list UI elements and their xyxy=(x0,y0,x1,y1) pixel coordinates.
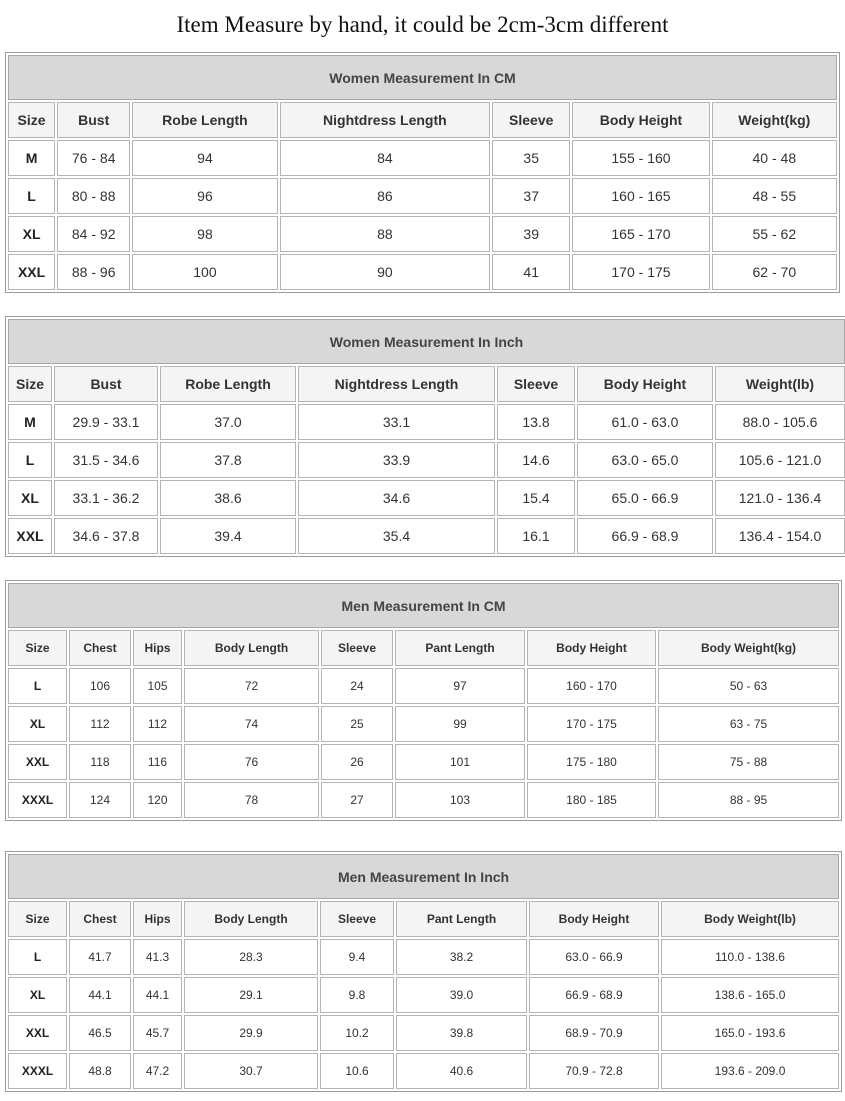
table-cell: 46.5 xyxy=(69,1015,131,1051)
table-caption: Men Measurement In CM xyxy=(8,583,839,628)
table-row xyxy=(8,254,837,290)
column-header: Hips xyxy=(133,630,182,666)
table-cell: 41 xyxy=(492,254,570,290)
table-cell: 40 - 48 xyxy=(712,140,837,176)
table-cell: 28.3 xyxy=(184,939,318,975)
table-cell: 39.8 xyxy=(396,1015,527,1051)
size-cell: L xyxy=(8,939,67,975)
column-header: Body Height xyxy=(527,630,656,666)
table-cell: 63 - 75 xyxy=(658,706,839,742)
table-cell: 50 - 63 xyxy=(658,668,839,704)
size-cell: XL xyxy=(8,706,67,742)
table-cell: 38.2 xyxy=(396,939,527,975)
table-cell: 44.1 xyxy=(133,977,182,1013)
size-cell: XL xyxy=(8,977,67,1013)
column-header: Pant Length xyxy=(396,901,527,937)
table-cell: 76 xyxy=(184,744,319,780)
table-cell: 116 xyxy=(133,744,182,780)
table-cell: 170 - 175 xyxy=(572,254,709,290)
table-cell: 88 xyxy=(280,216,491,252)
table-cell: 155 - 160 xyxy=(572,140,709,176)
table-cell: 90 xyxy=(280,254,491,290)
table-cell: 97 xyxy=(395,668,525,704)
table-row xyxy=(8,178,837,214)
table-cell: 165.0 - 193.6 xyxy=(661,1015,839,1051)
table-cell: 94 xyxy=(132,140,277,176)
women-cm-table xyxy=(5,52,840,293)
table-cell: 37.8 xyxy=(160,442,296,478)
table-cell: 33.1 - 36.2 xyxy=(54,480,158,516)
column-header: Body Height xyxy=(529,901,659,937)
table-cell: 41.7 xyxy=(69,939,131,975)
size-cell: XL xyxy=(8,480,52,516)
table-row xyxy=(8,140,837,176)
column-header: Robe Length xyxy=(160,366,296,402)
table-cell: 175 - 180 xyxy=(527,744,656,780)
table-cell: 15.4 xyxy=(497,480,575,516)
table-caption: Men Measurement In Inch xyxy=(8,854,839,899)
table-cell: 25 xyxy=(321,706,393,742)
table-row xyxy=(8,977,839,1013)
column-header: Sleeve xyxy=(321,630,393,666)
table-cell: 118 xyxy=(69,744,131,780)
column-header: Nightdress Length xyxy=(280,102,491,138)
table-cell: 40.6 xyxy=(396,1053,527,1089)
table-cell: 100 xyxy=(132,254,277,290)
size-cell: XXXL xyxy=(8,782,67,818)
table-cell: 9.4 xyxy=(320,939,394,975)
column-header: Nightdress Length xyxy=(298,366,495,402)
table-cell: 124 xyxy=(69,782,131,818)
table-cell: 74 xyxy=(184,706,319,742)
column-header: Body Height xyxy=(572,102,709,138)
column-header: Weight(lb) xyxy=(715,366,845,402)
column-header: Bust xyxy=(57,102,130,138)
table-cell: 14.6 xyxy=(497,442,575,478)
table-cell: 136.4 - 154.0 xyxy=(715,518,845,554)
table-cell: 112 xyxy=(69,706,131,742)
table-cell: 10.2 xyxy=(320,1015,394,1051)
table-cell: 105 xyxy=(133,668,182,704)
table-cell: 193.6 - 209.0 xyxy=(661,1053,839,1089)
table-cell: 138.6 - 165.0 xyxy=(661,977,839,1013)
table-cell: 48.8 xyxy=(69,1053,131,1089)
table-cell: 34.6 - 37.8 xyxy=(54,518,158,554)
table-cell: 44.1 xyxy=(69,977,131,1013)
table-cell: 112 xyxy=(133,706,182,742)
table-cell: 70.9 - 72.8 xyxy=(529,1053,659,1089)
column-header: Size xyxy=(8,366,52,402)
table-cell: 30.7 xyxy=(184,1053,318,1089)
table-cell: 121.0 - 136.4 xyxy=(715,480,845,516)
table-row xyxy=(8,1015,839,1051)
size-cell: L xyxy=(8,668,67,704)
table-cell: 35 xyxy=(492,140,570,176)
table-cell: 9.8 xyxy=(320,977,394,1013)
table-cell: 47.2 xyxy=(133,1053,182,1089)
table-cell: 75 - 88 xyxy=(658,744,839,780)
table-cell: 61.0 - 63.0 xyxy=(577,404,713,440)
table-cell: 29.1 xyxy=(184,977,318,1013)
table-cell: 24 xyxy=(321,668,393,704)
table-cell: 165 - 170 xyxy=(572,216,709,252)
table-cell: 103 xyxy=(395,782,525,818)
table-row xyxy=(8,216,837,252)
column-header: Sleeve xyxy=(497,366,575,402)
table-cell: 55 - 62 xyxy=(712,216,837,252)
table-cell: 13.8 xyxy=(497,404,575,440)
table-cell: 106 xyxy=(69,668,131,704)
table-caption: Women Measurement In Inch xyxy=(8,319,845,364)
table-cell: 72 xyxy=(184,668,319,704)
table-cell: 160 - 170 xyxy=(527,668,656,704)
table-row xyxy=(8,668,839,704)
table-cell: 65.0 - 66.9 xyxy=(577,480,713,516)
table-row xyxy=(8,480,845,516)
column-header: Sleeve xyxy=(492,102,570,138)
table-cell: 39.4 xyxy=(160,518,296,554)
size-cell: L xyxy=(8,442,52,478)
table-cell: 62 - 70 xyxy=(712,254,837,290)
column-header: Hips xyxy=(133,901,182,937)
size-cell: M xyxy=(8,140,55,176)
table-row xyxy=(8,744,839,780)
table-cell: 29.9 xyxy=(184,1015,318,1051)
table-cell: 96 xyxy=(132,178,277,214)
table-cell: 33.1 xyxy=(298,404,495,440)
table-cell: 27 xyxy=(321,782,393,818)
table-cell: 63.0 - 66.9 xyxy=(529,939,659,975)
column-header: Chest xyxy=(69,630,131,666)
table-cell: 41.3 xyxy=(133,939,182,975)
table-row xyxy=(8,1053,839,1089)
table-cell: 39.0 xyxy=(396,977,527,1013)
table-row xyxy=(8,404,845,440)
size-cell: XXL xyxy=(8,744,67,780)
table-cell: 86 xyxy=(280,178,491,214)
table-cell: 34.6 xyxy=(298,480,495,516)
column-header: Bust xyxy=(54,366,158,402)
column-header: Body Length xyxy=(184,901,318,937)
table-caption: Women Measurement In CM xyxy=(8,55,837,100)
size-cell: XXL xyxy=(8,1015,67,1051)
table-cell: 26 xyxy=(321,744,393,780)
column-header: Sleeve xyxy=(320,901,394,937)
table-cell: 101 xyxy=(395,744,525,780)
table-cell: 35.4 xyxy=(298,518,495,554)
table-cell: 33.9 xyxy=(298,442,495,478)
column-header: Body Length xyxy=(184,630,319,666)
table-cell: 99 xyxy=(395,706,525,742)
page-title: Item Measure by hand, it could be 2cm-3cm different xyxy=(176,12,669,37)
table-cell: 66.9 - 68.9 xyxy=(577,518,713,554)
table-cell: 16.1 xyxy=(497,518,575,554)
table-cell: 120 xyxy=(133,782,182,818)
table-cell: 88.0 - 105.6 xyxy=(715,404,845,440)
table-cell: 45.7 xyxy=(133,1015,182,1051)
table-row xyxy=(8,782,839,818)
table-cell: 31.5 - 34.6 xyxy=(54,442,158,478)
table-cell: 48 - 55 xyxy=(712,178,837,214)
table-row xyxy=(8,939,839,975)
column-header: Body Weight(lb) xyxy=(661,901,839,937)
table-cell: 84 xyxy=(280,140,491,176)
column-header: Pant Length xyxy=(395,630,525,666)
table-cell: 80 - 88 xyxy=(57,178,130,214)
table-cell: 170 - 175 xyxy=(527,706,656,742)
table-row xyxy=(8,442,845,478)
table-cell: 180 - 185 xyxy=(527,782,656,818)
table-row xyxy=(8,518,845,554)
table-row xyxy=(8,706,839,742)
table-cell: 66.9 - 68.9 xyxy=(529,977,659,1013)
table-cell: 105.6 - 121.0 xyxy=(715,442,845,478)
table-cell: 98 xyxy=(132,216,277,252)
column-header: Weight(kg) xyxy=(712,102,837,138)
size-cell: M xyxy=(8,404,52,440)
table-cell: 37.0 xyxy=(160,404,296,440)
size-cell: L xyxy=(8,178,55,214)
table-cell: 68.9 - 70.9 xyxy=(529,1015,659,1051)
women-inch-table xyxy=(5,316,845,557)
table-cell: 39 xyxy=(492,216,570,252)
table-cell: 10.6 xyxy=(320,1053,394,1089)
column-header: Size xyxy=(8,630,67,666)
table-cell: 160 - 165 xyxy=(572,178,709,214)
table-cell: 88 - 95 xyxy=(658,782,839,818)
table-cell: 37 xyxy=(492,178,570,214)
column-header: Body Weight(kg) xyxy=(658,630,839,666)
size-cell: XXL xyxy=(8,254,55,290)
column-header: Size xyxy=(8,901,67,937)
column-header: Chest xyxy=(69,901,131,937)
men-cm-table xyxy=(5,580,842,821)
table-cell: 84 - 92 xyxy=(57,216,130,252)
table-cell: 88 - 96 xyxy=(57,254,130,290)
table-cell: 29.9 - 33.1 xyxy=(54,404,158,440)
size-cell: XXL xyxy=(8,518,52,554)
table-cell: 76 - 84 xyxy=(57,140,130,176)
column-header: Body Height xyxy=(577,366,713,402)
men-inch-table xyxy=(5,851,842,1092)
table-cell: 38.6 xyxy=(160,480,296,516)
size-cell: XXXL xyxy=(8,1053,67,1089)
column-header: Size xyxy=(8,102,55,138)
table-cell: 78 xyxy=(184,782,319,818)
column-header: Robe Length xyxy=(132,102,277,138)
size-cell: XL xyxy=(8,216,55,252)
table-cell: 110.0 - 138.6 xyxy=(661,939,839,975)
table-cell: 63.0 - 65.0 xyxy=(577,442,713,478)
